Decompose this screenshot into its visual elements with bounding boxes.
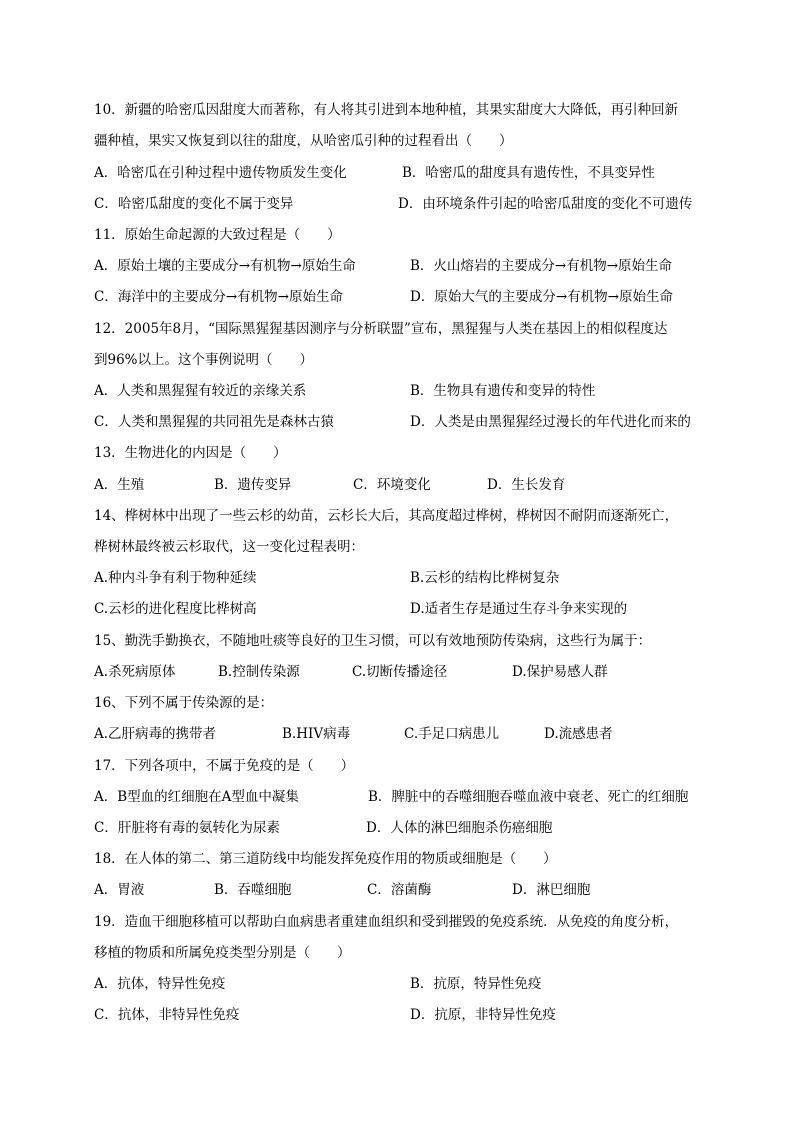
question-16-option-a: A.乙肝病毒的携带者 [94,726,217,742]
question-13-option-b: B．遗传变异 [214,477,292,493]
question-17-option-a: A．B型血的红细胞在A型血中凝集 [94,789,299,805]
question-19-option-d: D．抗原，非特异性免疫 [410,1007,556,1023]
question-10-option-a: A．哈密瓜在引种过程中遗传物质发生变化 [94,165,347,181]
question-10-option-b: B．哈密瓜的甜度具有遗传性，不具变异性 [402,165,655,181]
question-12-option-b: B．生物具有遗传和变异的特性 [410,383,596,399]
question-11-option-c: C．海洋中的主要成分→有机物→原始生命 [94,289,343,305]
question-18-option-d: D．淋巴细胞 [512,882,591,898]
question-15-stem: 15、勤洗手勤换衣，不随地吐痰等良好的卫生习惯，可以有效地预防传染病，这些行为属于： [94,633,652,649]
question-16-option-b: B.HIV病毒 [282,726,351,742]
question-13-stem: 13．生物进化的内因是（ ） [94,445,287,461]
question-18-option-c: C．溶菌酶 [367,882,432,898]
question-12-option-a: A．人类和黑猩猩有较近的亲缘关系 [94,383,307,399]
question-18-stem: 18．在人体的第二、第三道防线中均能发挥免疫作用的物质或细胞是（ ） [94,851,557,867]
question-10-option-d: D．由环境条件引起的哈密瓜甜度的变化不可遗传 [398,196,693,212]
question-13-option-a: A．生殖 [94,477,145,493]
question-14-option-d: D.适者生存是通过生存斗争来实现的 [410,601,628,617]
question-17-option-d: D．人体的淋巴细胞杀伤癌细胞 [366,820,553,836]
question-16-option-d: D.流感患者 [544,726,613,742]
question-11-option-a: A．原始土壤的主要成分→有机物→原始生命 [94,258,356,274]
question-19-option-c: C．抗体，非特异性免疫 [94,1007,240,1023]
question-14-stem-line-2: 桦树林最终被云杉取代，这一变化过程表明： [94,539,364,555]
question-18-option-a: A．胃液 [94,882,145,898]
question-16-stem: 16、下列不属于传染源的是： [94,695,274,711]
question-15-option-b: B.控制传染源 [218,664,300,680]
question-15-option-d: D.保护易感人群 [512,664,608,680]
question-19-stem-line-2: 移植的物质和所属免疫类型分别是（ ） [94,945,351,961]
question-14-stem-line-1: 14、桦树林中出现了一些云杉的幼苗，云杉长大后，其高度超过桦树，桦树因不耐阴而逐渐死亡， [94,508,679,524]
question-15-option-a: A.杀死病原体 [94,664,176,680]
question-12-option-d: D．人类是由黑猩猩经过漫长的年代进化而来的 [410,414,691,430]
question-14-option-a: A.种内斗争有利于物种延续 [94,570,257,586]
question-17-option-c: C．肝脏将有毒的氨转化为尿素 [94,820,280,836]
question-10-stem-line-2: 疆种植，果实又恢复到以往的甜度，从哈密瓜引种的过程看出（ ） [94,133,513,149]
question-17-stem: 17．下列各项中，不属于免疫的是（ ） [94,758,355,774]
question-15-option-c: C.切断传播途径 [352,664,448,680]
question-11-stem: 11．原始生命起源的大致过程是（ ） [94,227,341,243]
question-13-option-c: C．环境变化 [353,477,431,493]
question-10-stem-line-1: 10．新疆的哈密瓜因甜度大而著称，有人将其引进到本地种植，其果实甜度大大降低，再引种回新 [94,102,679,118]
question-11-option-b: B．火山熔岩的主要成分→有机物→原始生命 [410,258,673,274]
question-18-option-b: B．吞噬细胞 [214,882,292,898]
question-13-option-d: D．生长发育 [487,477,566,493]
question-12-stem-line-2: 到96%以上。这个事例说明（ ） [94,352,314,368]
question-17-option-b: B．脾脏中的吞噬细胞吞噬血液中衰老、死亡的红细胞 [368,789,689,805]
question-19-stem-line-1: 19．造血干细胞移植可以帮助白血病患者重建血组织和受到摧毁的免疫系统．从免疫的角度分析， [94,914,679,930]
question-12-option-c: C．人类和黑猩猩的共同祖先是森林古猿 [94,414,334,430]
question-19-option-b: B．抗原，特异性免疫 [410,976,542,992]
question-19-option-a: A．抗体，特异性免疫 [94,976,226,992]
question-11-option-d: D．原始大气的主要成分→有机物→原始生命 [410,289,673,305]
question-12-stem-line-1: 12．2005年8月，“国际黑猩猩基因测序与分析联盟”宣布，黑猩猩与人类在基因上的相似程度达 [94,321,668,337]
question-16-option-c: C.手足口病患儿 [404,726,500,742]
question-14-option-b: B.云杉的结构比桦树复杂 [410,570,560,586]
question-14-option-c: C.云杉的进化程度比桦树高 [94,601,257,617]
question-10-option-c: C．哈密瓜甜度的变化不属于变异 [94,196,294,212]
